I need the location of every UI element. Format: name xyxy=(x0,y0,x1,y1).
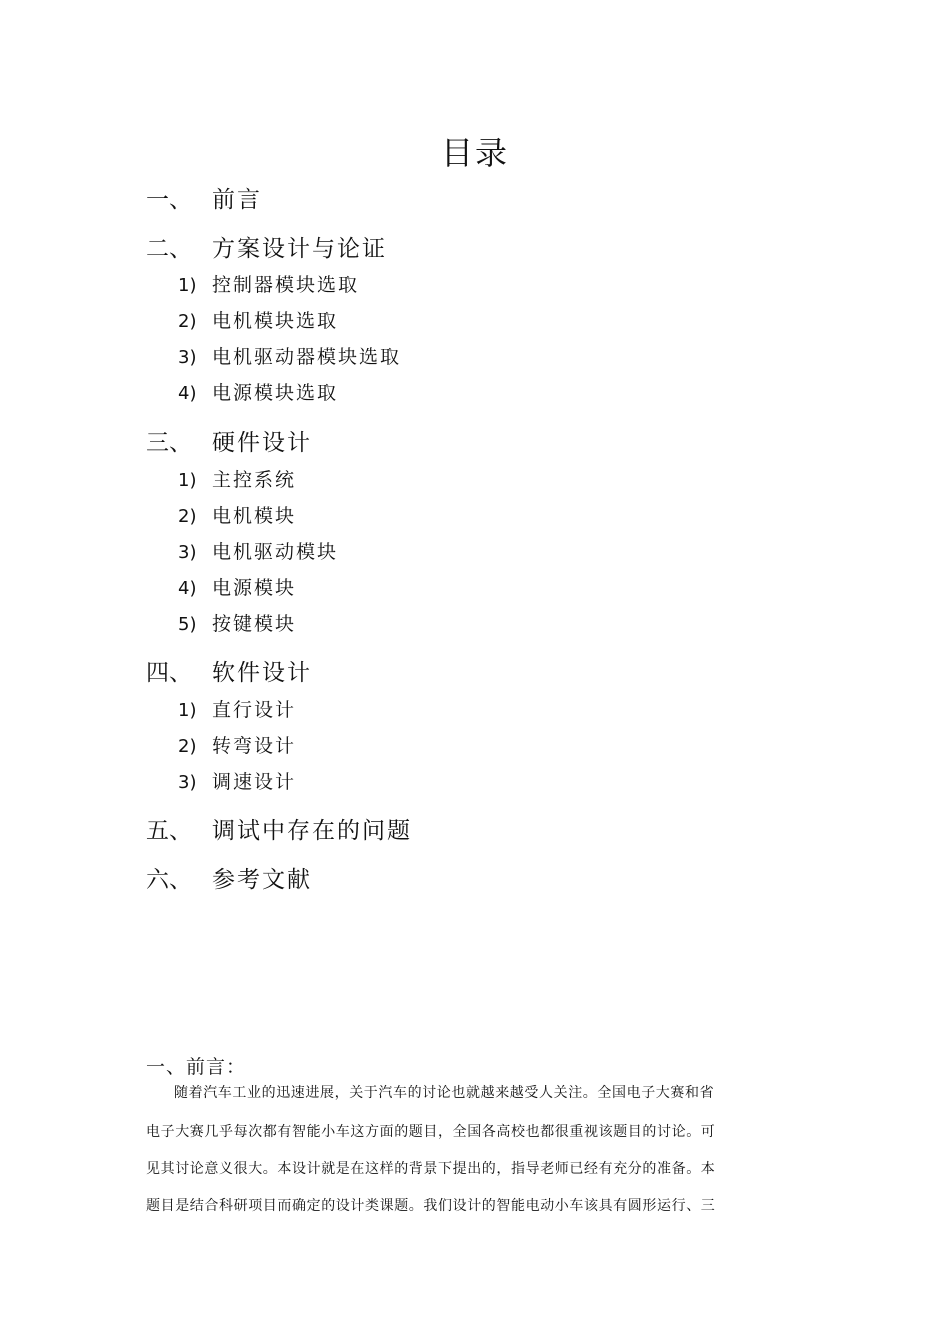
toc-title: 目录 xyxy=(440,134,509,172)
toc-subsection xyxy=(178,575,296,602)
toc-subsection xyxy=(178,503,296,530)
body-section-heading: 一、前言： xyxy=(146,1056,247,1078)
toc-subsection-label: 调速设计 xyxy=(212,771,297,793)
toc-subsection-number: 1) xyxy=(178,700,197,721)
toc-subsection-number: 2) xyxy=(178,311,197,332)
toc-section-hardware-design xyxy=(146,428,312,458)
toc-section-number: 四、 xyxy=(146,660,192,686)
toc-section-number: 五、 xyxy=(146,818,192,844)
toc-subsection-number: 3) xyxy=(178,772,197,793)
toc-subsection-number: 2) xyxy=(178,736,197,757)
toc-subsection xyxy=(178,380,338,407)
toc-subsection-number: 4) xyxy=(178,578,197,599)
toc-subsection-number: 2) xyxy=(178,506,197,527)
toc-section-label: 调试中存在的问题 xyxy=(212,818,412,844)
toc-subsection-label: 转弯设计 xyxy=(212,735,297,757)
toc-subsection xyxy=(178,611,296,638)
toc-subsection-label: 电源模块选取 xyxy=(212,382,339,404)
toc-subsection xyxy=(178,272,359,299)
toc-section-label: 硬件设计 xyxy=(212,430,312,456)
toc-subsection-number: 5) xyxy=(178,614,197,635)
toc-subsection-label: 电机模块选取 xyxy=(212,310,339,332)
body-paragraph-line: 电子大赛几乎每次都有智能小车这方面的题目，全国各高校也都很重视该题目的讨论。可 xyxy=(146,1124,716,1140)
body-paragraph-line: 随着汽车工业的迅速进展，关于汽车的讨论也就越来越受人关注。全国电子大赛和省 xyxy=(174,1085,715,1101)
toc-section-label: 参考文献 xyxy=(212,867,312,893)
toc-section-software-design xyxy=(146,658,312,688)
toc-subsection xyxy=(178,344,401,371)
toc-subsection-label: 电源模块 xyxy=(212,577,297,599)
toc-section-number: 一、 xyxy=(146,187,192,213)
toc-subsection-number: 1) xyxy=(178,470,197,491)
toc-subsection-number: 1) xyxy=(178,275,197,296)
toc-subsection-label: 电机驱动模块 xyxy=(212,541,339,563)
toc-subsection xyxy=(178,769,296,796)
toc-subsection-label: 电机驱动器模块选取 xyxy=(212,346,402,368)
toc-section-label: 方案设计与论证 xyxy=(212,236,387,262)
toc-subsection xyxy=(178,539,338,566)
toc-subsection-label: 控制器模块选取 xyxy=(212,274,360,296)
toc-section-number: 二、 xyxy=(146,236,192,262)
toc-section-label: 前言 xyxy=(212,187,262,213)
toc-section-label: 软件设计 xyxy=(212,660,312,686)
toc-section-debugging-issues xyxy=(146,816,412,846)
toc-subsection-number: 3) xyxy=(178,542,197,563)
toc-subsection xyxy=(178,308,338,335)
toc-subsection-label: 电机模块 xyxy=(212,505,297,527)
toc-subsection-label: 按键模块 xyxy=(212,613,297,635)
body-paragraph-line: 题目是结合科研项目而确定的设计类课题。我们设计的智能电动小车该具有圆形运行、三 xyxy=(146,1198,716,1214)
toc-section-scheme-design xyxy=(146,234,387,264)
toc-subsection xyxy=(178,733,296,760)
toc-subsection xyxy=(178,697,296,724)
body-paragraph-line: 见其讨论意义很大。本设计就是在这样的背景下提出的，指导老师已经有充分的准备。本 xyxy=(146,1161,716,1177)
toc-subsection-number: 4) xyxy=(178,383,197,404)
toc-section-references xyxy=(146,865,312,895)
toc-subsection-number: 3) xyxy=(178,347,197,368)
toc-subsection-label: 主控系统 xyxy=(212,469,297,491)
toc-section-preface xyxy=(146,185,262,215)
toc-section-number: 三、 xyxy=(146,430,192,456)
toc-section-number: 六、 xyxy=(146,867,192,893)
toc-subsection xyxy=(178,467,296,494)
toc-subsection-label: 直行设计 xyxy=(212,699,297,721)
